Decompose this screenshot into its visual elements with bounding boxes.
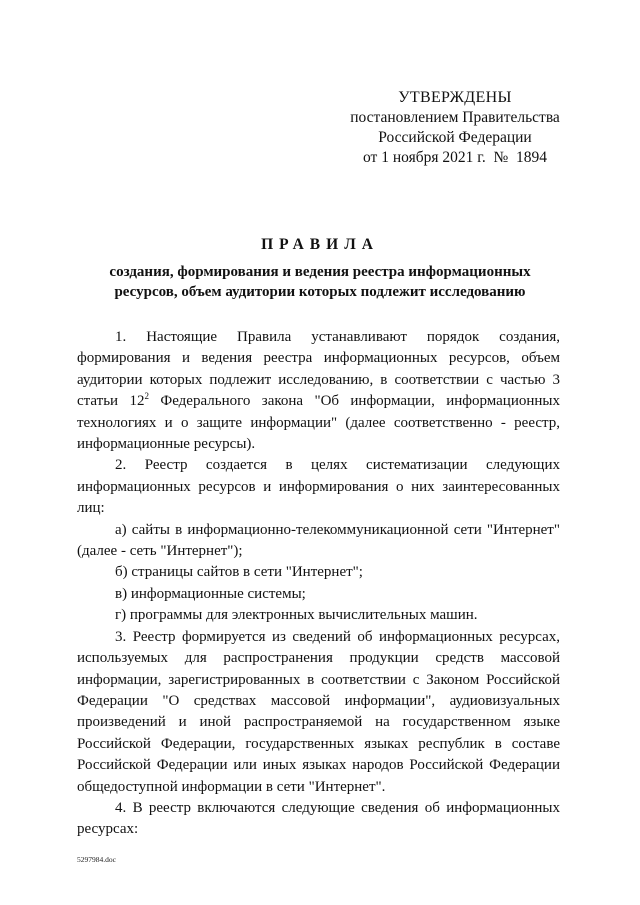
- paragraph-3: 3. Реестр формируется из сведений об информационных ресурсах, используемых для распространения продукции средств массовой информации, зарегистрированных в соответствии с Законом Российской Федерации "О средствах массовой информации", аудиовизуальных произведений и иной распространяемой на государственном языке Российской Федерации, государственных языках республик в составе Российской Федерации или иных языках народов Российской Федерации общедоступной информации в сети "Интернет".: [77, 628, 560, 795]
- document-subtitle: создания, формирования и ведения реестра информационных ресурсов, объем аудитории которых подлежит исследованию: [109, 264, 531, 300]
- document-body: [77, 327, 560, 841]
- approval-line-2: Российской Федерации: [378, 129, 532, 146]
- approval-number: 1894: [516, 149, 547, 166]
- approval-date: от 1 ноября 2021 г.: [363, 149, 486, 166]
- list-item-b: б) страницы сайтов в сети "Интернет";: [115, 564, 363, 581]
- paragraph-1-text-a: 1. Настоящие Правила устанавливают порядок создания, формирования и ведения реестра информационных ресурсов, объем аудитории которых подлежит исследованию, в соответствии с частью 3 статьи 12: [77, 329, 560, 410]
- paragraph-1-superscript: 2: [144, 391, 149, 402]
- paragraph-4: 4. В реестр включаются следующие сведения об информационных ресурсах:: [77, 799, 560, 838]
- list-item-a: а) сайты в информационно-телекоммуникационной сети "Интернет" (далее - сеть "Интернет");: [77, 521, 560, 560]
- approval-stamp: [340, 88, 570, 168]
- paragraph-2: 2. Реестр создается в целях систематизации следующих информационных ресурсов и информирования о них заинтересованных лиц:: [77, 457, 560, 517]
- approval-number-sign: №: [493, 149, 509, 166]
- paragraph-1-text-b: Федерального закона "Об информации, информационных технологиях и о защите информации" (далее соответственно - реестр, информационные ресурсы).: [77, 393, 560, 453]
- paragraph-1: [77, 327, 560, 455]
- document-title: ПРАВИЛА: [261, 236, 379, 253]
- list-item-d: г) программы для электронных вычислительных машин.: [115, 607, 478, 624]
- list-item-c: в) информационные системы;: [115, 585, 306, 602]
- approval-title: УТВЕРЖДЕНЫ: [398, 89, 512, 106]
- document-code: 5297984.doc: [77, 855, 116, 864]
- approval-line-1: постановлением Правительства: [350, 109, 560, 126]
- approval-date-line: [340, 148, 570, 168]
